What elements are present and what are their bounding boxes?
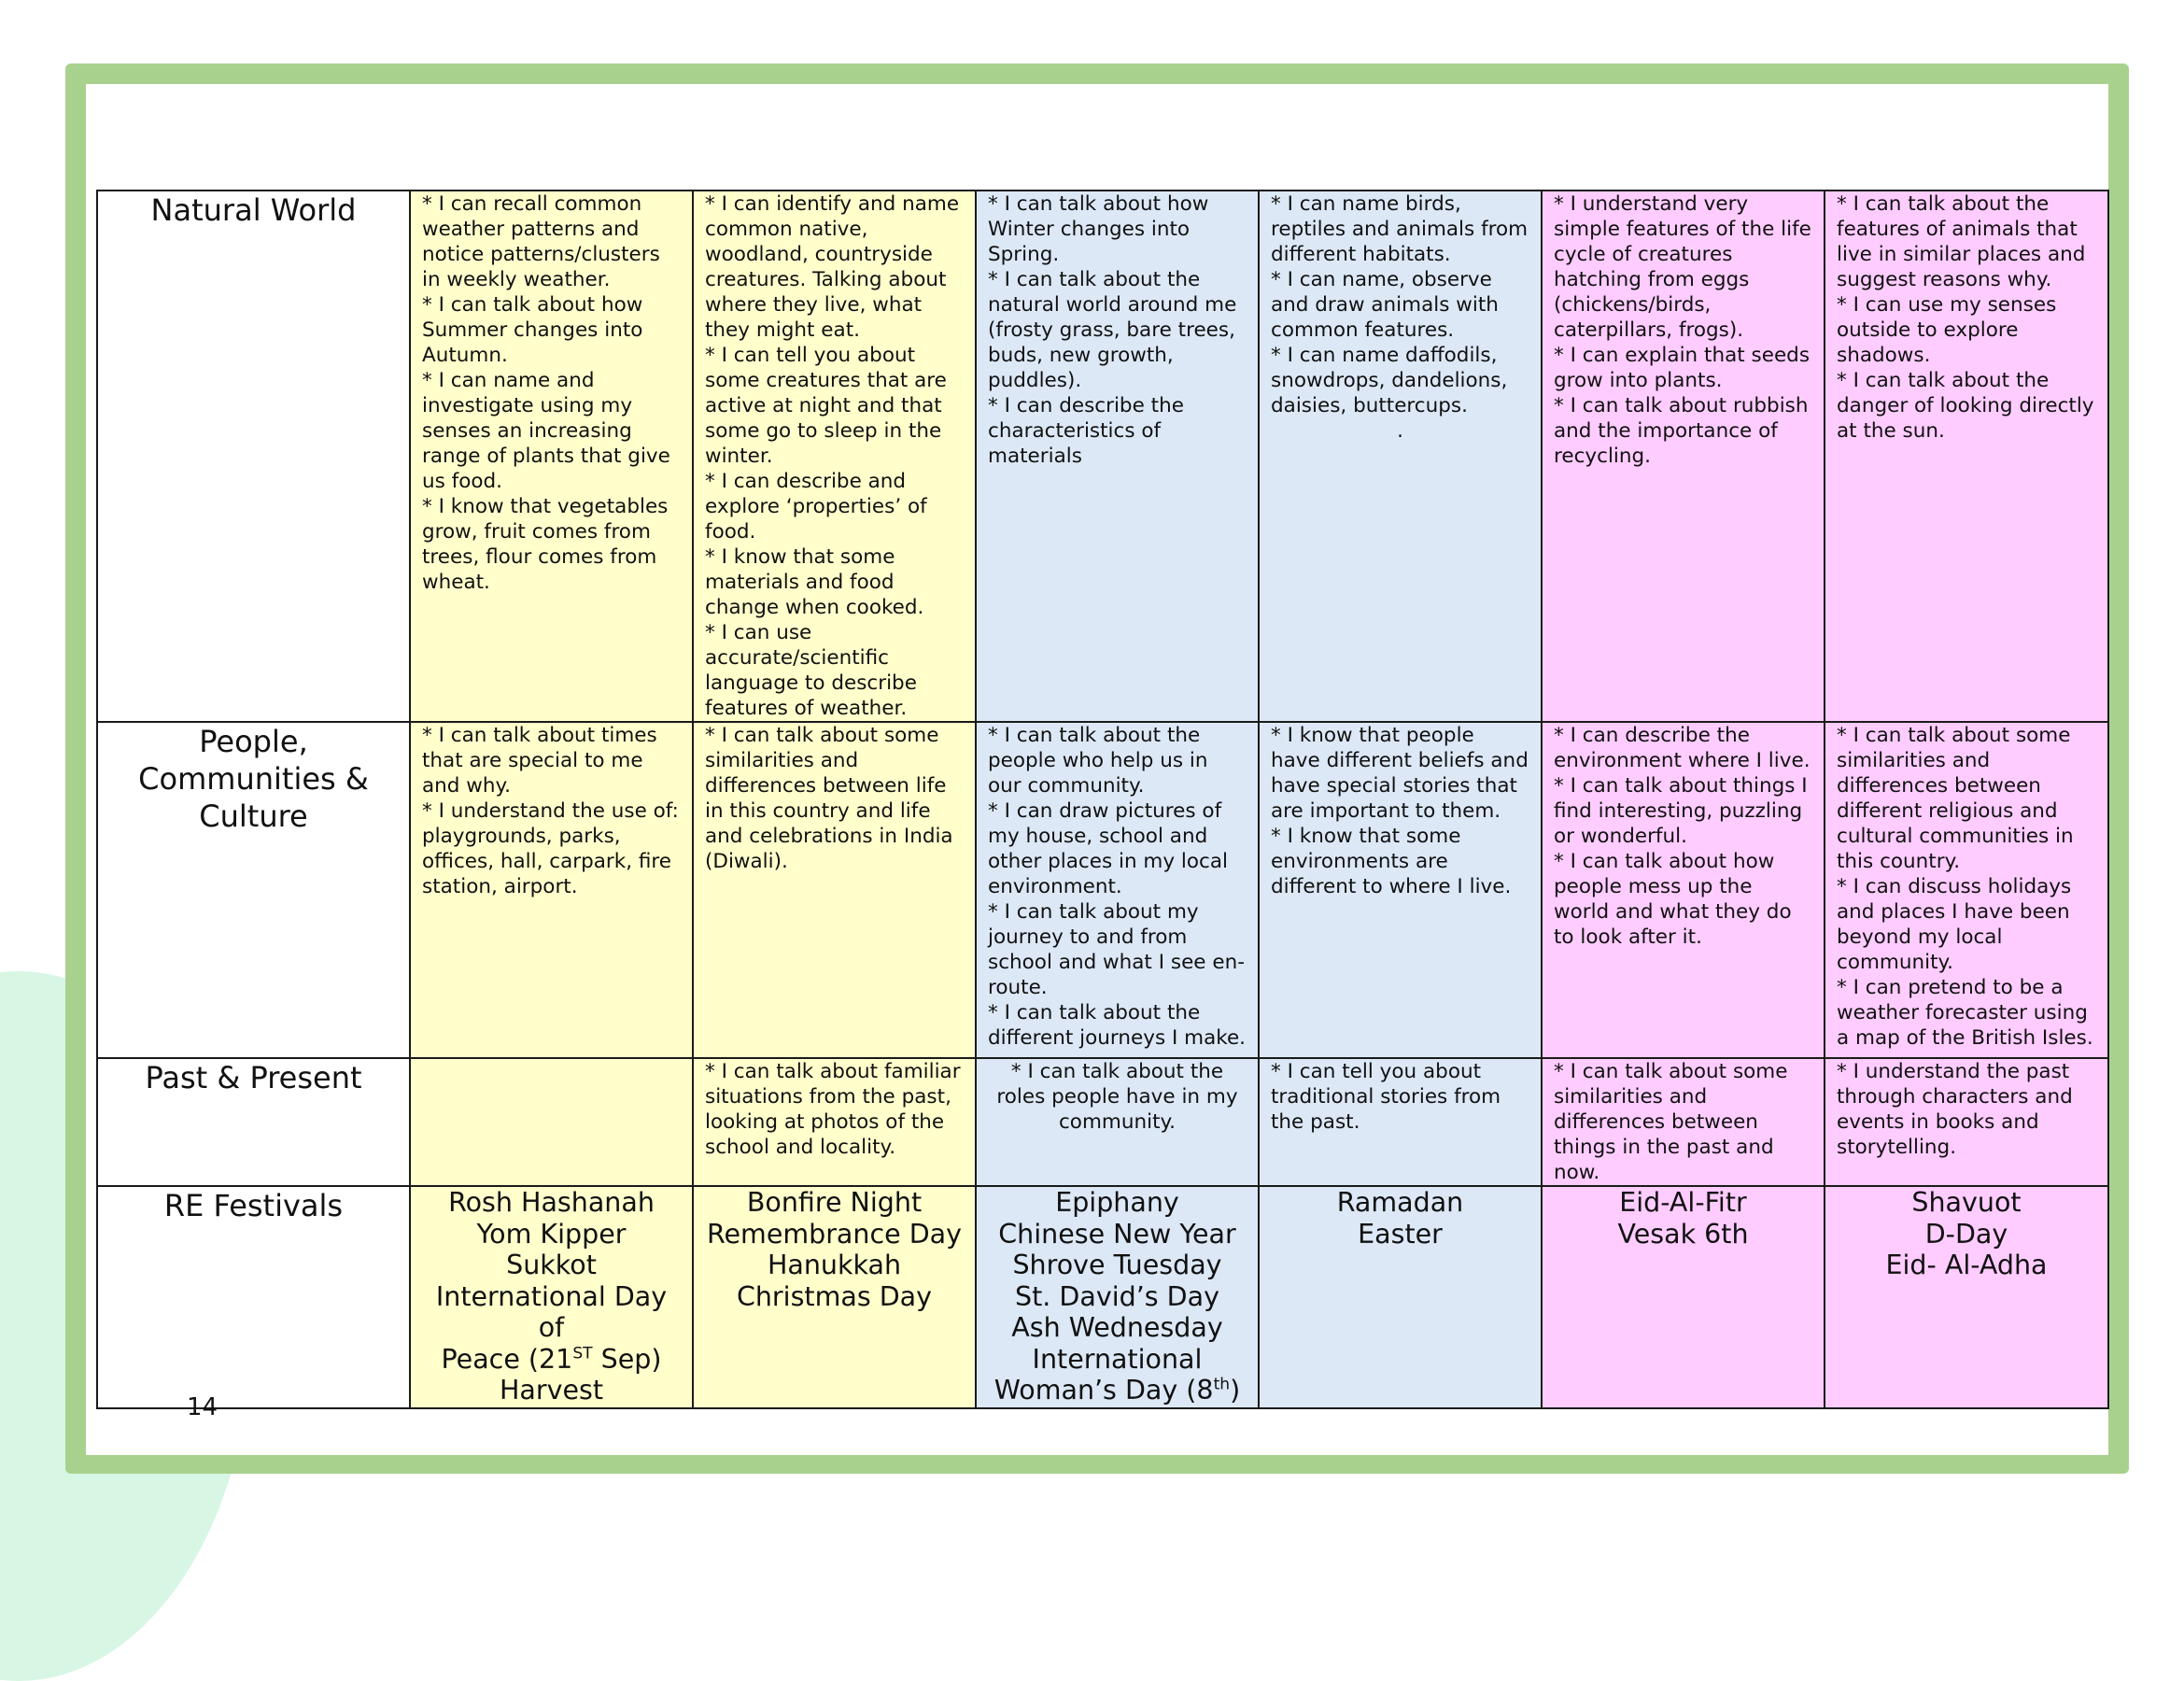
- row-past-present: [97, 1058, 2108, 1186]
- objective-text: * I can tell you about traditional stories from the past.: [1271, 1060, 1501, 1134]
- objective-text: * I can talk about some similarities and differences between different religious and cultural communities in this country.: [1837, 724, 2074, 873]
- objective-text: * I can talk about how Winter changes into Spring.: [988, 192, 1209, 266]
- curriculum-table: [96, 190, 2109, 1409]
- cell-past-autumn-1: [410, 1058, 693, 1186]
- row-heading-past-present: Past & Present: [97, 1058, 410, 1186]
- cell-past-spring-1: [976, 1058, 1259, 1186]
- cell-festivals-autumn-2: [693, 1186, 976, 1408]
- objective-text: * I can describe the characteristics of materials: [988, 394, 1184, 468]
- objective-text: .: [1397, 419, 1403, 443]
- festival-name: Eid-Al-Fitr: [1619, 1187, 1747, 1218]
- festival-name: Christmas Day: [736, 1280, 933, 1312]
- cell-past-summer-1: [1542, 1058, 1825, 1186]
- objective-text: * I can talk about how Summer changes into Autumn.: [422, 293, 643, 367]
- objective-text: * I know that people have different beliefs and have special stories that are important to them.: [1271, 724, 1529, 823]
- row-heading-natural-world: Natural World: [97, 191, 410, 722]
- objective-text: * I can use my senses outside to explore shadows.: [1837, 293, 2057, 367]
- cell-people-summer-2: [1825, 722, 2108, 1058]
- festival-name: Yom Kipper: [476, 1218, 627, 1250]
- festival-name: D-Day: [1924, 1218, 2008, 1250]
- objective-text: * I can talk about familiar situations from the past, looking at photos of the school and locality.: [705, 1060, 961, 1159]
- objective-text: * I can discuss holidays and places I have been beyond my local community.: [1837, 875, 2072, 974]
- objective-text: * I can talk about the people who help us in our community.: [988, 724, 1208, 798]
- objective-text: * I can pretend to be a weather forecaster using a map of the British Isles.: [1837, 976, 2093, 1050]
- cell-people-autumn-1: [410, 722, 693, 1058]
- cell-festivals-summer-1: [1542, 1186, 1825, 1408]
- row-natural-world: [97, 191, 2108, 722]
- festival-name: Eid- Al-Adha: [1885, 1250, 2048, 1280]
- cell-past-summer-2: [1825, 1058, 2108, 1186]
- objective-text: * I know that some environments are different to where I live.: [1271, 825, 1512, 898]
- objective-text: * I can talk about the different journeys I make.: [988, 1001, 1247, 1050]
- objective-text: * I can name and investigate using my senses an increasing range of plants that give us food.: [422, 369, 670, 493]
- cell-festivals-spring-2: [1259, 1186, 1542, 1408]
- objective-text: * I can describe and explore ‘properties’ of food.: [705, 470, 927, 544]
- cell-natural-world-summer-1: [1542, 191, 1825, 722]
- festival-name: [422, 1344, 681, 1376]
- cell-people-spring-1: [976, 722, 1259, 1058]
- objective-text: * I understand the past through characters and events in books and storytelling.: [1837, 1060, 2073, 1159]
- objective-text: * I can name, observe and draw animals with common features.: [1271, 268, 1499, 342]
- objective-text: * I can talk about some similarities and differences between things in the past and now.: [1554, 1060, 1788, 1184]
- objective-text: * I can describe the environment where I live.: [1554, 724, 1811, 772]
- cell-natural-world-summer-2: [1825, 191, 2108, 722]
- objective-text: * I can tell you about some creatures that are active at night and that some go to sleep in the winter.: [705, 344, 947, 468]
- objective-text: * I can use accurate/scientific language to describe features of weather.: [705, 621, 917, 720]
- row-heading-people: People, Communities & Culture: [97, 722, 410, 1058]
- objective-text: * I can talk about the features of animals that live in similar places and suggest reasons why.: [1837, 192, 2086, 291]
- festival-name: Vesak 6th: [1617, 1218, 1749, 1250]
- cell-past-spring-2: [1259, 1058, 1542, 1186]
- objective-text: * I can talk about how people mess up the world and what they do to look after it.: [1554, 850, 1792, 949]
- festival-name: International Day of: [435, 1280, 668, 1343]
- cell-festivals-autumn-1: [410, 1186, 693, 1408]
- festival-name: Hanukkah: [767, 1250, 902, 1280]
- row-heading-re-festivals: RE Festivals: [97, 1186, 410, 1408]
- festival-text: ): [1230, 1375, 1241, 1406]
- festival-name: Harvest: [499, 1375, 604, 1406]
- objective-text: * I can talk about times that are special to me and why.: [422, 724, 657, 798]
- objective-text: * I can draw pictures of my house, school and other places in my local environment.: [988, 799, 1229, 898]
- objective-text: * I can explain that seeds grow into plants.: [1554, 344, 1811, 392]
- cell-festivals-summer-2: [1825, 1186, 2108, 1408]
- festival-name: Ash Wednesday: [1011, 1312, 1223, 1343]
- festival-name: Chinese New Year: [998, 1218, 1236, 1250]
- festival-name: Rosh Hashanah: [448, 1187, 655, 1218]
- objective-text: * I know that some materials and food change when cooked.: [705, 545, 924, 619]
- cell-natural-world-spring-2: [1259, 191, 1542, 722]
- festival-name: [988, 1375, 1247, 1406]
- festival-name: Shavuot: [1911, 1187, 2022, 1218]
- objective-text: * I can talk about some similarities and differences between life in this country and life and celebrations in India (Diwali).: [705, 724, 953, 873]
- page-number: 14: [187, 1393, 218, 1421]
- festival-text: Woman’s Day (8: [993, 1375, 1214, 1406]
- festival-name: Shrove Tuesday: [1012, 1250, 1222, 1280]
- festival-name: St. David’s Day: [1015, 1280, 1219, 1312]
- festival-name: Easter: [1358, 1218, 1443, 1250]
- objective-text: * I can recall common weather patterns and notice patterns/clusters in weekly weather.: [422, 192, 660, 291]
- objective-text: * I can name birds, reptiles and animals from different habitats.: [1271, 192, 1529, 266]
- objective-text: * I can talk about things I find interesting, puzzling or wonderful.: [1554, 774, 1808, 848]
- objective-text: * I can talk about rubbish and the importance of recycling.: [1554, 394, 1809, 468]
- festival-text: Peace (21: [441, 1343, 573, 1375]
- festival-name: Sukkot: [506, 1250, 597, 1280]
- objective-text: * I can talk about the natural world around me (frosty grass, bare trees, buds, new growth, puddles).: [988, 268, 1237, 392]
- festival-text: Sep): [592, 1343, 662, 1375]
- cell-natural-world-spring-1: [976, 191, 1259, 722]
- cell-people-autumn-2: [693, 722, 976, 1058]
- objective-text: * I know that vegetables grow, fruit comes from trees, flour comes from wheat.: [422, 495, 669, 594]
- superscript: th: [1213, 1375, 1231, 1394]
- festival-name: International: [1032, 1343, 1203, 1375]
- objective-text: * I can talk about my journey to and from school and what I see en-route.: [988, 900, 1245, 999]
- row-people-communities-culture: [97, 722, 2108, 1058]
- cell-people-spring-2: [1259, 722, 1542, 1058]
- cell-past-autumn-2: [693, 1058, 976, 1186]
- cell-people-summer-1: [1542, 722, 1825, 1058]
- cell-festivals-spring-1: [976, 1186, 1259, 1408]
- superscript: ST: [572, 1344, 593, 1363]
- objective-text: * I can talk about the danger of looking directly at the sun.: [1837, 369, 2094, 443]
- cell-natural-world-autumn-2: [693, 191, 976, 722]
- festival-name: Ramadan: [1336, 1187, 1464, 1218]
- objective-text: * I can name daffodils, snowdrops, dandelions, daisies, buttercups.: [1271, 344, 1508, 417]
- festival-name: Epiphany: [1055, 1187, 1179, 1218]
- cell-natural-world-autumn-1: [410, 191, 693, 722]
- festival-name: Bonfire Night: [746, 1187, 923, 1218]
- objective-text: * I can talk about the roles people have in my community.: [996, 1060, 1238, 1134]
- objective-text: * I understand very simple features of the life cycle of creatures hatching from eggs (chickens/birds, caterpillars, frogs).: [1554, 192, 1811, 342]
- festival-name: Remembrance Day: [707, 1218, 962, 1250]
- objective-text: * I can identify and name common native, woodland, countryside creatures. Talking about where they live, what they might eat.: [705, 192, 960, 342]
- row-re-festivals: [97, 1186, 2108, 1408]
- objective-text: * I understand the use of: playgrounds, parks, offices, hall, carpark, fire station, airport.: [422, 799, 679, 898]
